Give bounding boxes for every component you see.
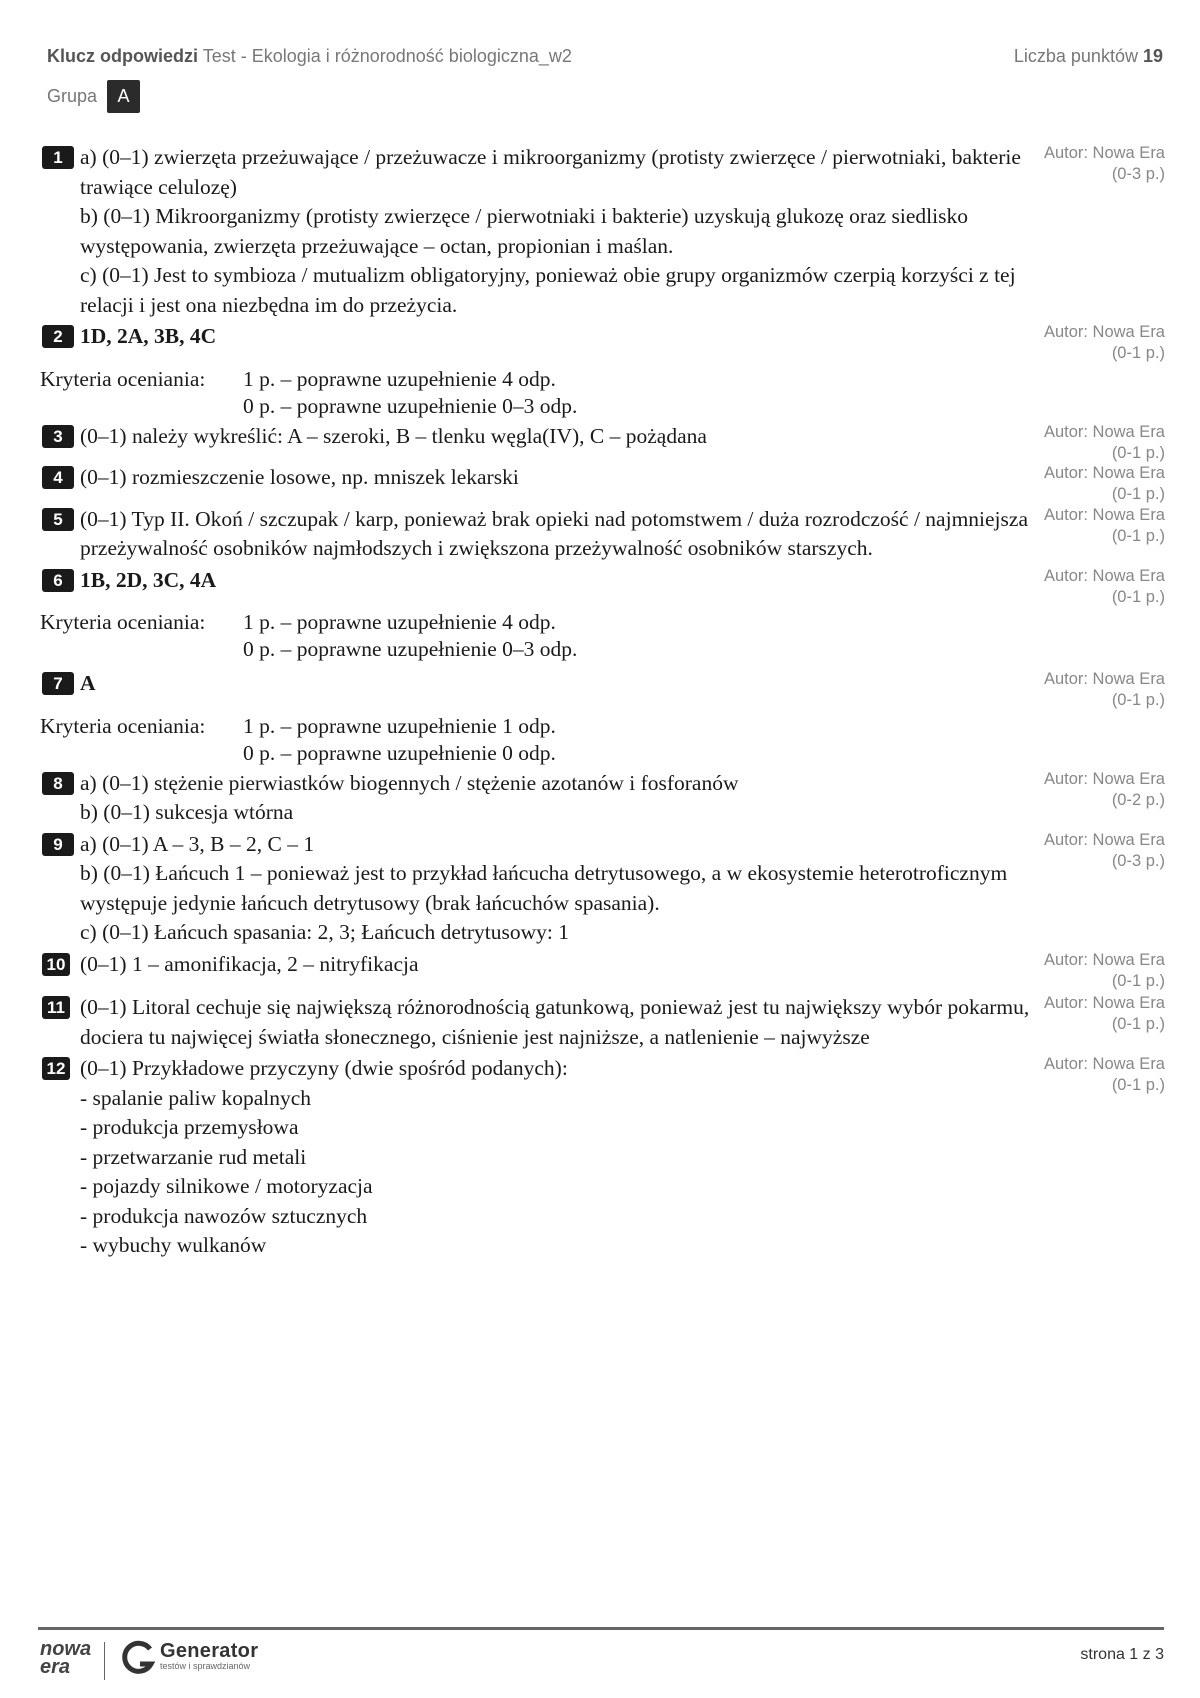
criteria-line: 0 p. – poprawne uzupełnienie 0 odp. [243, 740, 556, 765]
task-author [1044, 1054, 1165, 1096]
task-answer [80, 950, 1040, 980]
list-item: - produkcja nawozów sztucznych [80, 1203, 368, 1228]
answer-line: (0–1) Typ II. Okoń / szczupak / karp, ponieważ brak opieki nad potomstwem / duża rozrodczość / najmniejsza przeżywalność osobników najmłodszych i zwiększona przeżywalność osobników starszych. [80, 506, 1028, 560]
task-answer [80, 143, 1040, 320]
list-item: - przetwarzanie rud metali [80, 1144, 307, 1169]
task-author [1044, 950, 1165, 992]
answer-line: b) (0–1) Mikroorganizmy (protisty zwierzęce / pierwotniaki i bakterie) uzyskują glukozę oraz siedlisko występowania, zwierzęta przeżuwające – octan, propionian i maślan. [80, 204, 968, 258]
author-label: Autor: Nowa Era [1043, 950, 1165, 969]
points-range: (0-1 p.) [1111, 1076, 1165, 1094]
points-label: Liczba punktów [1013, 46, 1138, 66]
task-answer: 1D, 2A, 3B, 4C [80, 324, 217, 348]
group-badge: A [107, 80, 140, 113]
points-range: (0-3 p.) [1111, 165, 1165, 183]
author-label: Autor: Nowa Era [1043, 323, 1165, 341]
author-label: Autor: Nowa Era [1043, 422, 1165, 441]
task-number-badge: 10 [42, 953, 70, 976]
task-number-badge: 2 [42, 325, 74, 348]
document-title [47, 46, 572, 67]
author-label: Autor: Nowa Era [1043, 1055, 1165, 1073]
grading-criteria [40, 609, 1165, 663]
author-label: Autor: Nowa Era [1043, 566, 1165, 585]
page-footer [38, 1627, 1164, 1678]
task-12 [40, 1054, 1165, 1261]
answer-line: a) (0–1) zwierzęta przeżuwające / przeżuwacze i mikroorganizmy (protisty zwierzęce / pierwotniaki, bakterie trawiące celulozę) [80, 145, 1021, 199]
author-label: Autor: Nowa Era [1043, 144, 1165, 162]
page-number: strona 1 z 3 [1080, 1646, 1164, 1663]
task-author [1044, 830, 1165, 872]
task-6 [40, 566, 1165, 664]
task-2 [40, 322, 1165, 420]
criteria-line: 0 p. – poprawne uzupełnienie 0–3 odp. [243, 393, 578, 418]
group-indicator [47, 80, 140, 113]
task-5 [40, 505, 1165, 564]
task-number-badge: 9 [42, 833, 74, 856]
answer-line: b) (0–1) Łańcuch 1 – ponieważ jest to przykład łańcucha detrytusowego, a w ekosystemie heterotroficznym występuje jedynie łańcuch detrytusowy (brak łańcuchów spasania). [80, 861, 1008, 915]
task-author [1044, 769, 1165, 811]
answer-line: b) (0–1) sukcesja wtórna [80, 800, 294, 824]
title-bold: Klucz odpowiedzi [47, 46, 198, 66]
points-range: (0-1 p.) [1111, 691, 1165, 709]
task-1 [40, 143, 1165, 320]
task-number-badge: 7 [42, 672, 74, 695]
author-label: Autor: Nowa Era [1043, 464, 1165, 482]
points-value: 19 [1142, 46, 1163, 66]
task-answer [80, 505, 1040, 564]
task-number-badge: 4 [42, 466, 74, 489]
task-answer [80, 1054, 1040, 1261]
list-item: - pojazdy silnikowe / motoryzacja [80, 1174, 373, 1198]
nowa-era-logo: nowa era [40, 1638, 92, 1678]
task-author [1044, 993, 1165, 1035]
points-range: (0-1 p.) [1111, 971, 1165, 990]
task-author [1044, 566, 1165, 608]
points-range: (0-1 p.) [1111, 526, 1165, 545]
answer-line: (0–1) Przykładowe przyczyny (dwie spośród podanych): [80, 1056, 568, 1080]
list-item: - produkcja przemysłowa [80, 1115, 299, 1139]
task-9 [40, 830, 1165, 948]
task-author [1044, 505, 1165, 547]
task-8 [40, 769, 1165, 828]
task-3 [40, 422, 1165, 462]
grading-criteria [40, 366, 1165, 420]
criteria-label: Kryteria oceniania: [40, 366, 206, 391]
author-label: Autor: Nowa Era [1043, 994, 1165, 1012]
task-number-badge: 12 [42, 1057, 70, 1080]
title-rest: Test - Ekologia i różnorodność biologiczna_w2 [202, 46, 572, 66]
task-author [1044, 143, 1165, 185]
criteria-label: Kryteria oceniania: [40, 610, 206, 634]
task-7 [40, 669, 1165, 767]
answer-line: (0–1) Litoral cechuje się największą różnorodnością gatunkową, ponieważ jest tu największy wybór pokarmu, dociera tu najwięcej światła słonecznego, ciśnienie jest najniższe, a natlenienie – najwyższe [80, 995, 1030, 1049]
footer-divider [104, 1642, 105, 1680]
answer-key [40, 143, 1165, 1261]
task-author [1044, 669, 1165, 711]
task-answer: A [80, 671, 96, 695]
task-answer: 1B, 2D, 3C, 4A [80, 567, 217, 592]
task-number-badge: 5 [42, 508, 74, 531]
task-author [1044, 463, 1165, 505]
list-item: - spalanie paliw kopalnych [80, 1085, 312, 1110]
points-range: (0-1 p.) [1111, 443, 1165, 462]
criteria-line: 1 p. – poprawne uzupełnienie 1 odp. [243, 713, 556, 738]
points-range: (0-1 p.) [1111, 587, 1165, 606]
answer-line: a) (0–1) A – 3, B – 2, C – 1 [80, 831, 315, 856]
task-number-badge: 11 [42, 996, 70, 1019]
answer-line: (0–1) należy wykreślić: A – szeroki, B – tlenku węgla(IV), C – pożądana [80, 423, 707, 448]
task-author [1044, 422, 1165, 464]
task-answer [80, 769, 1040, 828]
total-points [1014, 46, 1163, 67]
task-answer [80, 993, 1040, 1052]
points-range: (0-1 p.) [1111, 344, 1165, 362]
list-item: - wybuchy wulkanów [80, 1233, 267, 1257]
task-answer [80, 463, 1040, 493]
task-number-badge: 6 [42, 569, 74, 592]
task-number-badge: 3 [42, 425, 74, 448]
grading-criteria [40, 713, 1165, 767]
points-range: (0-1 p.) [1111, 485, 1165, 503]
generator-title: Generator [160, 1640, 259, 1662]
author-label: Autor: Nowa Era [1043, 505, 1165, 524]
task-number-badge: 8 [42, 772, 74, 795]
task-number-badge: 1 [42, 146, 74, 169]
task-10 [40, 950, 1165, 990]
generator-g-icon [120, 1640, 156, 1676]
criteria-label: Kryteria oceniania: [40, 713, 206, 738]
generator-logo [120, 1640, 258, 1676]
author-label: Autor: Nowa Era [1043, 769, 1165, 788]
points-range: (0-2 p.) [1111, 790, 1165, 809]
answer-line: c) (0–1) Jest to symbioza / mutualizm obligatoryjny, ponieważ obie grupy organizmów czerpią korzyści z tej relacji i jest ona niezbędna im do przeżycia. [80, 263, 1016, 317]
author-label: Autor: Nowa Era [1043, 670, 1165, 688]
answer-line: (0–1) rozmieszczenie losowe, np. mniszek lekarski [80, 465, 519, 489]
answer-line: c) (0–1) Łańcuch spasania: 2, 3; Łańcuch detrytusowy: 1 [80, 920, 569, 944]
task-answer [80, 830, 1040, 948]
criteria-line: 1 p. – poprawne uzupełnienie 4 odp. [243, 610, 556, 634]
task-4 [40, 463, 1165, 503]
task-author [1044, 322, 1165, 364]
answer-line: (0–1) 1 – amonifikacja, 2 – nitryfikacja [80, 951, 419, 976]
answer-line: a) (0–1) stężenie pierwiastków biogennych / stężenie azotanów i fosforanów [80, 770, 739, 795]
author-label: Autor: Nowa Era [1043, 830, 1165, 849]
criteria-line: 1 p. – poprawne uzupełnienie 4 odp. [243, 366, 556, 391]
points-range: (0-1 p.) [1111, 1015, 1165, 1033]
criteria-line: 0 p. – poprawne uzupełnienie 0–3 odp. [243, 637, 578, 661]
group-label: Grupa [47, 86, 98, 106]
task-11 [40, 993, 1165, 1052]
generator-subtitle: testów i sprawdzianów [160, 1661, 251, 1671]
task-answer [80, 422, 1040, 452]
points-range: (0-3 p.) [1111, 851, 1165, 870]
